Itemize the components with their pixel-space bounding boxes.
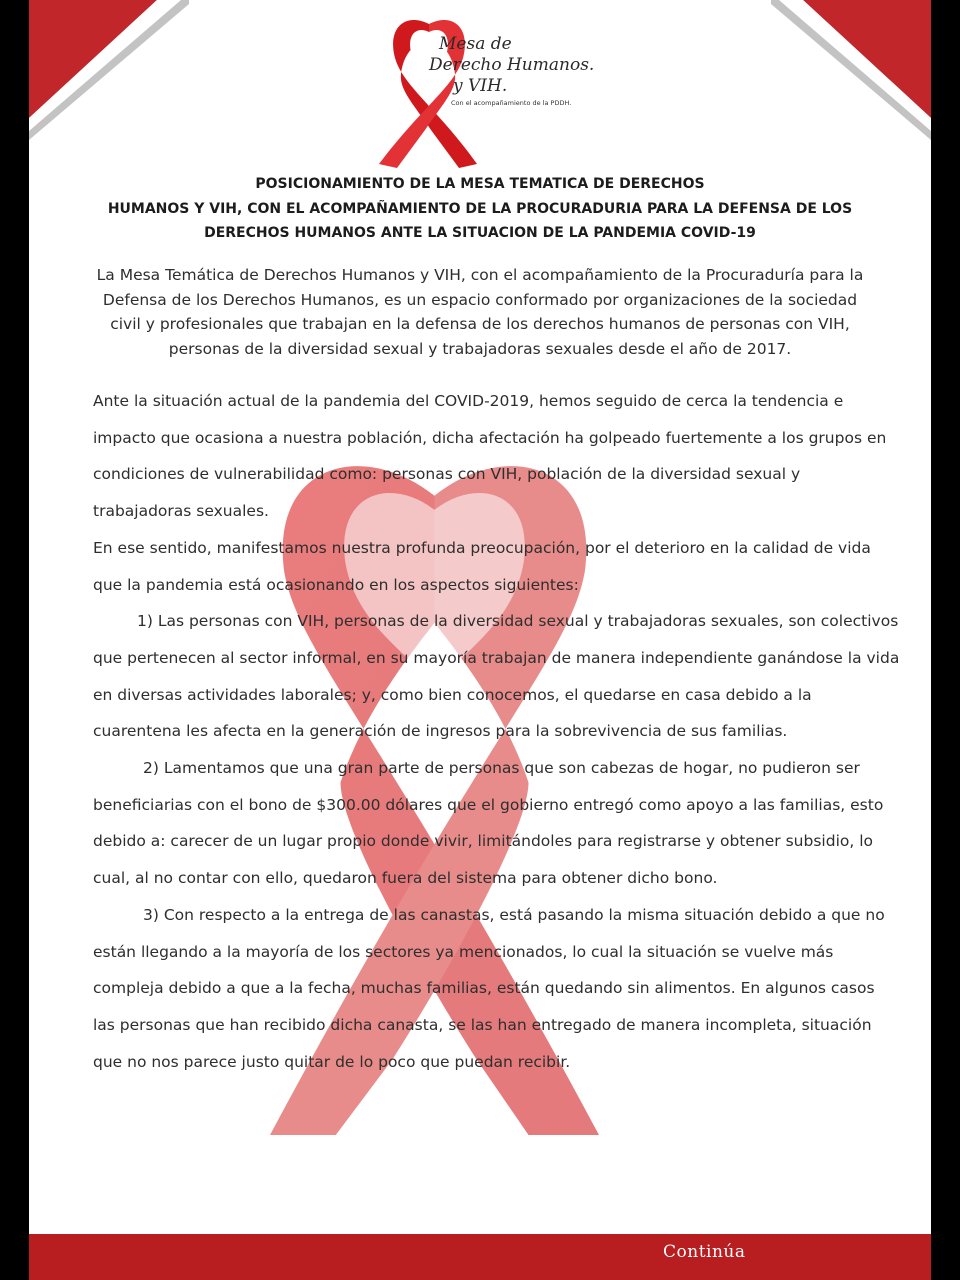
title-line-1: POSICIONAMIENTO DE LA MESA TEMATICA DE DERECHOS	[255, 176, 705, 192]
document-page	[29, 0, 931, 1280]
body-line-point-2: 2) Lamentamos que una gran parte de personas que son cabezas de hogar, no pudieron ser	[143, 759, 860, 778]
body-line: En ese sentido, manifestamos nuestra profunda preocupación, por el deterioro en la calidad de vida	[93, 538, 871, 557]
body-line: que la pandemia está ocasionando en los aspectos siguientes:	[93, 575, 579, 594]
footer-bar	[29, 1234, 931, 1280]
corner-decoration-left	[29, 0, 189, 140]
body-line: debido a: carecer de un lugar propio donde vivir, limitándoles para registrarse y obtener subsidio, lo	[93, 832, 874, 851]
body-line: en diversas actividades laborales; y, como bien conocemos, el quedarse en casa debido a la	[93, 685, 812, 704]
title-line-3: DERECHOS HUMANOS ANTE LA SITUACION DE LA PANDEMIA COVID-19	[204, 225, 756, 241]
corner-decoration-right	[771, 0, 931, 140]
body-line: condiciones de vulnerabilidad como: personas con VIH, población de la diversidad sexual y	[93, 465, 801, 484]
body-line: las personas que han recibido dicha canasta, se las han entregado de manera incompleta, situación	[93, 1015, 872, 1034]
continue-label: Continúa	[663, 1242, 746, 1262]
logo-line-3: y VIH.	[453, 76, 508, 96]
body-line-point-3: 3) Con respecto a la entrega de las canastas, está pasando la misma situación debido a que no	[143, 905, 885, 924]
body-line: beneficiarias con el bono de $300.00 dólares que el gobierno entregó como apoyo a las familias, esto	[93, 795, 884, 814]
intro-line: civil y profesionales que trabajan en la defensa de los derechos humanos de personas con VIH,	[110, 315, 850, 333]
body-line: cuarentena les afecta en la generación de ingresos para la sobrevivencia de sus familias.	[93, 722, 788, 741]
intro-line: La Mesa Temática de Derechos Humanos y VIH, con el acompañamiento de la Procuraduría para la	[96, 266, 864, 284]
body-line: están llegando a la mayoría de los sectores ya mencionados, lo cual la situación se vuelve más	[93, 942, 834, 961]
title-line-2: HUMANOS Y VIH, CON EL ACOMPAÑAMIENTO DE LA PROCURADURIA PARA LA DEFENSA DE LOS	[107, 200, 853, 217]
body-line-point-1: 1) Las personas con VIH, personas de la diversidad sexual y trabajadoras sexuales, son colectivos	[137, 612, 899, 631]
intro-paragraph	[69, 263, 891, 361]
logo-line-1: Mesa de	[439, 34, 512, 54]
body-text	[93, 383, 913, 1080]
logo-text	[429, 34, 629, 107]
intro-line: Defensa de los Derechos Humanos, es un espacio conformado por organizaciones de la sociedad	[102, 290, 858, 309]
body-line: compleja debido a que a la fecha, muchas familias, están quedando sin alimentos. En algunos casos	[93, 979, 875, 998]
body-line: impacto que ocasiona a nuestra población, dicha afectación ha golpeado fuertemente a los grupos en	[93, 428, 887, 447]
body-line: trabajadoras sexuales.	[93, 502, 269, 521]
body-line: Ante la situación actual de la pandemia del COVID-2019, hemos seguido de cerca la tendencia e	[93, 392, 844, 410]
body-line: cual, al no contar con ello, quedaron fuera del sistema para obtener dicho bono.	[93, 869, 718, 888]
logo-line-2: Derecho Humanos.	[429, 55, 595, 75]
body-line: que no nos parece justo quitar de lo poco que puedan recibir.	[93, 1052, 571, 1071]
logo-subtitle: Con el acompañamiento de la PDDH.	[451, 99, 572, 107]
body-line: que pertenecen al sector informal, en su mayoría trabajan de manera independiente ganándose la vida	[93, 648, 900, 667]
document-title	[29, 172, 931, 246]
intro-line: personas de la diversidad sexual y trabajadoras sexuales desde el año de 2017.	[168, 339, 792, 358]
